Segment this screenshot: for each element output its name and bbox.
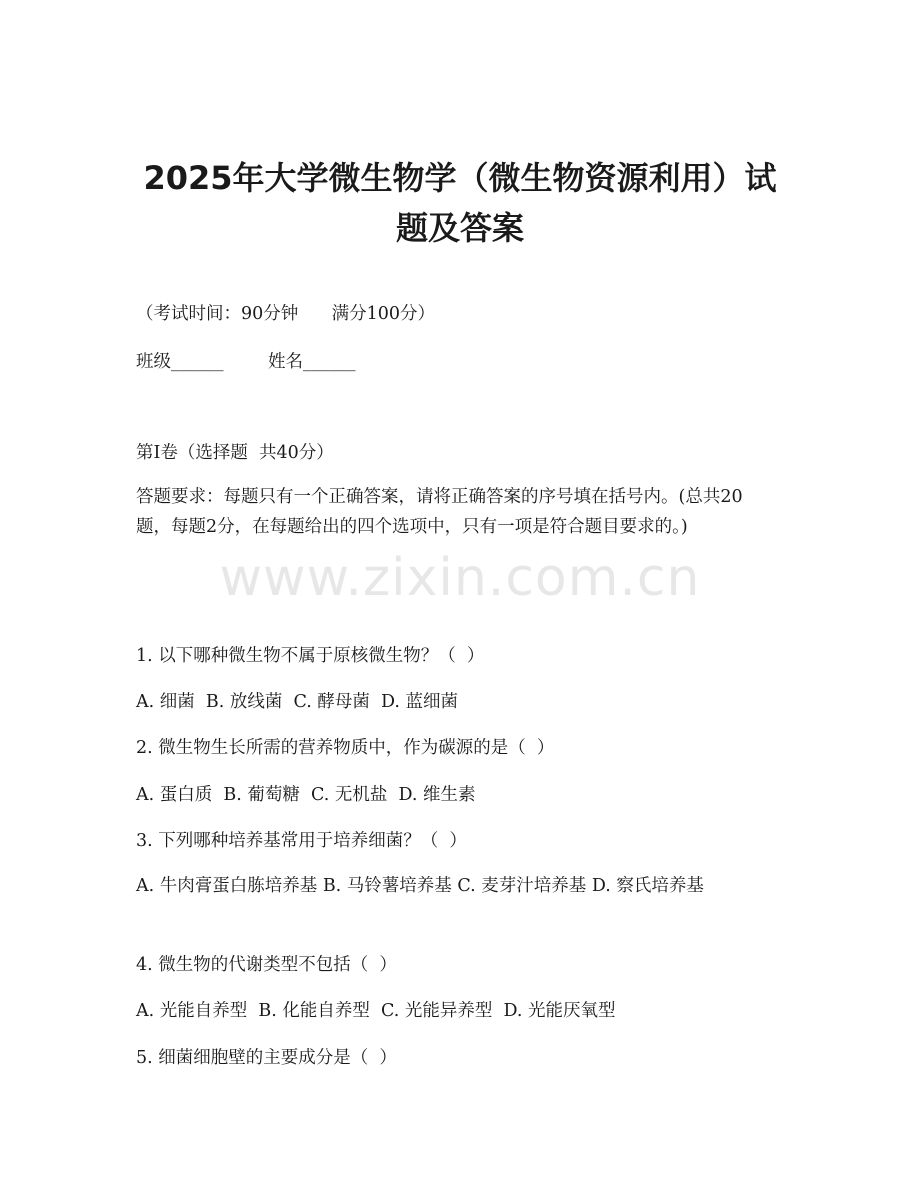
exam-info: （考试时间：90分钟 满分100分） — [136, 304, 436, 324]
class-name-fields: 班级______ 姓名______ — [136, 352, 356, 372]
question-1: 1. 以下哪种微生物不属于原核微生物？（ ） — [136, 646, 485, 666]
question-4: 4. 微生物的代谢类型不包括（ ） — [136, 955, 397, 975]
question-3: 3. 下列哪种培养基常用于培养细菌？（ ） — [136, 831, 467, 851]
question-2-options: A. 蛋白质 B. 葡萄糖 C. 无机盐 D. 维生素 — [136, 785, 476, 805]
question-2: 2. 微生物生长所需的营养物质中，作为碳源的是（ ） — [136, 738, 555, 758]
document-title-line1: 2025年大学微生物学（微生物资源利用）试 — [143, 159, 777, 197]
document-title-line2: 题及答案 — [395, 209, 524, 247]
question-5: 5. 细菌细胞壁的主要成分是（ ） — [136, 1048, 397, 1068]
question-4-options: A. 光能自养型 B. 化能自养型 C. 光能异养型 D. 光能厌氧型 — [136, 1001, 616, 1021]
section-title: 第I卷（选择题 共40分） — [136, 443, 334, 463]
instructions: 答题要求：每题只有一个正确答案，请将正确答案的序号填在括号内。(总共20题，每题2分，在每题给出的四个选项中，只有一项是符合题目要求的。) — [136, 487, 743, 537]
question-3-options: A. 牛肉膏蛋白胨培养基 B. 马铃薯培养基 C. 麦芽汁培养基 D. 察氏培养基 — [136, 876, 704, 896]
question-1-options: A. 细菌 B. 放线菌 C. 酵母菌 D. 蓝细菌 — [136, 692, 459, 712]
watermark: www.zixin.com.cn — [219, 548, 701, 608]
